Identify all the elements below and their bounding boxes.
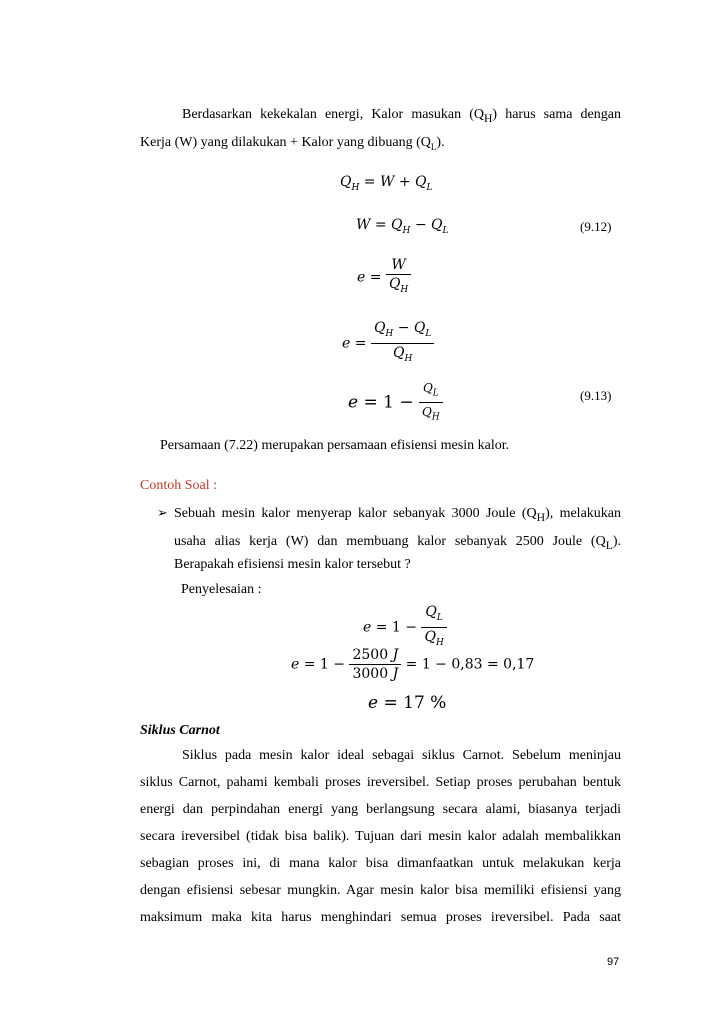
page-number: 97 <box>607 956 620 968</box>
solution-equation-1: e = 1 − $\frac{Q_L}{Q_H}$ <box>363 603 447 652</box>
section-line-4: secara ireversibel (tidak bisa balik). Tujuan dari mesin kalor adalah membalikkan <box>140 829 621 844</box>
equation-number-9-12: (9.12) <box>580 219 612 234</box>
section-line-3: energi dan perpindahan energi yang berlangsung secara alami, biasanya terjadi <box>140 802 621 817</box>
equation-e-w-over-qh: e = $\frac{W}{Q_H}$ <box>357 256 411 299</box>
equation-number-9-13: (9.13) <box>580 388 612 403</box>
section-line-5: sebagian proses ini, di mana kalor bisa dimanfaatkan untuk melakukan kerja <box>140 856 621 871</box>
question-line-2: usaha alias kerja (W) dan membuang kalor sebanyak 2500 Joule $(Q_L)$. <box>174 534 621 552</box>
question-line-3: Berapakah efisiensi mesin kalor tersebut ? <box>174 557 411 572</box>
section-heading: Siklus Carnot <box>140 723 220 738</box>
equation-e-one-minus: e = 1 − $\frac{Q_L}{Q_H}$ <box>348 379 443 427</box>
equation-qh: $Q_H = W + Q_L$ <box>340 174 433 193</box>
intro-line-2: Kerja (W) yang dilakukan + Kalor yang dibuang $(Q_L)$. <box>140 135 445 152</box>
equation-e-difference: e = $\frac{Q_H - Q_L}{Q_H}$ <box>342 319 434 368</box>
efficiency-statement: Persamaan (7.22) merupakan persamaan efisiensi mesin kalor. <box>160 438 510 453</box>
section-line-6: dengan efisiensi sebesar mungkin. Agar mesin kalor bisa memiliki efisiensi yang <box>140 883 621 898</box>
section-line-7: maksimum maka kita harus menghindari semua proses ireversibel. Pada saat <box>140 910 621 925</box>
section-line-2: siklus Carnot, pahami kembali proses ireversibel. Setiap proses perubahan bentuk <box>140 775 621 790</box>
solution-label: Penyelesaian : <box>181 582 262 597</box>
intro-line-1: Berdasarkan kekekalan energi, Kalor masukan $(Q_H)$ harus sama dengan <box>182 107 621 125</box>
equation-w: $W = Q_H - Q_L$ <box>356 217 449 236</box>
solution-equation-2: e = 1 − $\frac{2500 J}{3000 J}$ = 1 − 0,83 = 0,17 <box>291 647 535 682</box>
arrow-bullet-icon: ➢ <box>157 505 168 520</box>
question-line-1: Sebuah mesin kalor menyerap kalor sebanyak 3000 Joule $(Q_H)$, melakukan <box>174 506 621 524</box>
example-heading: Contoh Soal : <box>140 478 218 493</box>
solution-final: e = 17 % <box>368 693 447 713</box>
section-line-1: Siklus pada mesin kalor ideal sebagai siklus Carnot. Sebelum meninjau <box>182 748 621 763</box>
